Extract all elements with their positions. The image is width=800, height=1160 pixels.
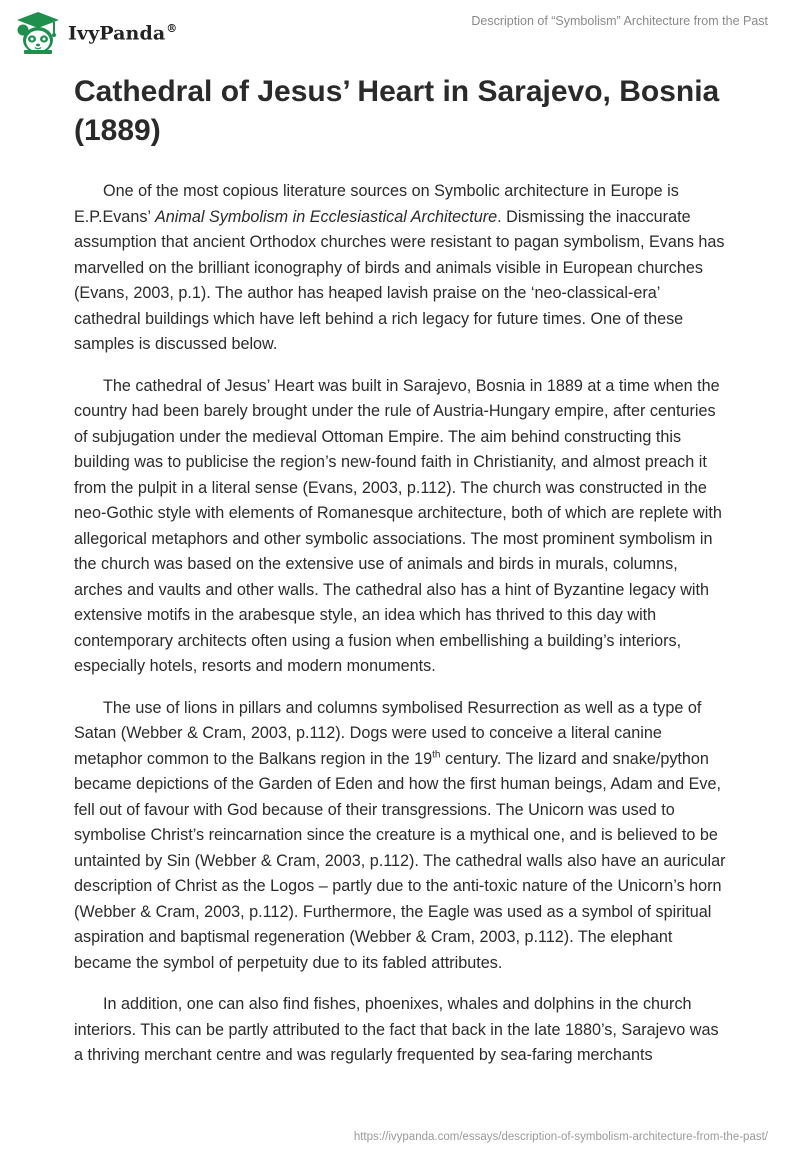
document-title: Description of “Symbolism” Architecture from the Past xyxy=(471,14,768,28)
paragraph-1: One of the most copious literature sources on Symbolic architecture in Europe is E.P.Evans’ Animal Symbolism in Ecclesiastical Architecture. Dismissing the inaccurate assumption that ancient Orthodox churches were resistant to pagan symbolism, Evans has marvelled on the brilliant iconography of birds and animals visible in European churches (Evans, 2003, p.1). The author has heaped lavish praise on the ‘neo-classical-era’ cathedral buildings which have left behind a rich legacy for future times. One of these samples is discussed below. xyxy=(74,182,725,353)
page-header xyxy=(0,0,800,62)
panda-graduate-icon xyxy=(14,10,62,56)
logo-text: IvyPanda® xyxy=(68,21,178,45)
paragraph-2: The cathedral of Jesus’ Heart was built in Sarajevo, Bosnia in 1889 at a time when the country had been barely brought under the rule of Austria-Hungary empire, after centuries of subjugation under the medieval Ottoman Empire. The aim behind constructing this building was to publicise the region’s new-found faith in Christianity, and almost preach it from the pulpit in a literal sense (Evans, 2003, p.112). The church was constructed in the neo-Gothic style with elements of Romanesque architecture, both of which are replete with allegorical metaphors and other symbolic associations. The most prominent symbolism in the church was based on the extensive use of animals and birds in murals, columns, arches and vaults and other walls. The cathedral also has a hint of Byzantine legacy with extensive motifs in the arabesque style, an idea which has thrived to this day with contemporary architects often using a fusion when embellishing a building’s interiors, especially hotels, resorts and modern monuments. xyxy=(74,376,722,675)
book-title: Animal Symbolism in Ecclesiastical Architecture xyxy=(154,207,498,226)
ivypanda-logo[interactable] xyxy=(14,10,177,56)
ordinal-superscript: th xyxy=(432,749,441,761)
article-body xyxy=(74,72,726,1085)
paragraph-4: In addition, one can also find fishes, phoenixes, whales and dolphins in the church interiors. This can be partly attributed to the fact that back in the late 1880’s, Sarajevo was a thriving merchant centre and was regularly frequented by sea-faring merchants xyxy=(74,995,719,1064)
paragraph-3: The use of lions in pillars and columns symbolised Resurrection as well as a type of Satan (Webber & Cram, 2003, p.112). Dogs were used to conceive a literal canine metaphor common to the Balkans region in the 19th century. The lizard and snake/python became depictions of the Garden of Eden and how the first human beings, Adam and Eve, fell out of favour with God because of their transgressions. The Unicorn was used to symbolise Christ’s reincarnation since the creature is a mythical one, and is believed to be untainted by Sin (Webber & Cram, 2003, p.112). The cathedral walls also have an auricular description of Christ as the Logos – partly due to the anti-toxic nature of the Unicorn’s horn (Webber & Cram, 2003, p.112). Furthermore, the Eagle was used as a symbol of spiritual aspiration and baptismal regeneration (Webber & Cram, 2003, p.112). The elephant became the symbol of perpetuity due to its fabled attributes. xyxy=(74,698,726,972)
article-heading: Cathedral of Jesus’ Heart in Sarajevo, Bosnia (1889) xyxy=(74,75,720,147)
registered-mark: ® xyxy=(166,21,178,35)
source-url-link[interactable]: https://ivypanda.com/essays/description-of-symbolism-architecture-from-the-past/ xyxy=(353,1131,768,1143)
